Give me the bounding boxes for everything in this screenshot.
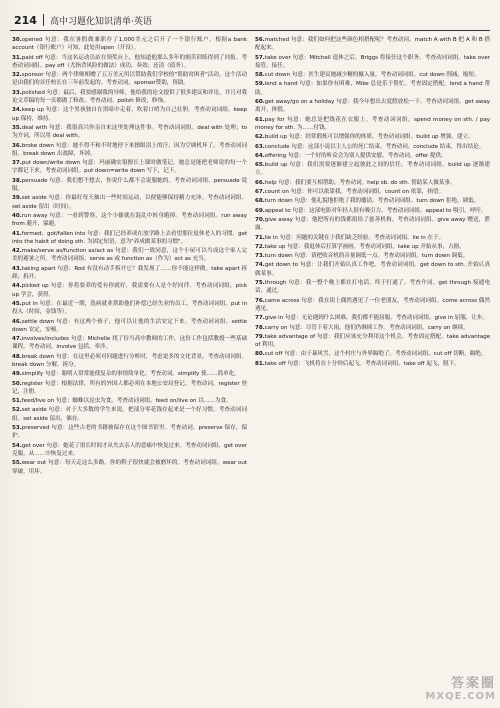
left-column: [12, 36, 247, 702]
entry-number: 32.: [12, 72, 22, 79]
entry-number: 79.: [255, 333, 265, 340]
entry-number: 51.: [12, 398, 22, 405]
entry-number: 36.: [12, 142, 22, 149]
answer-entry: [255, 152, 490, 160]
entry-text: sponsor 句意：两个律师相赠了五万美元用以赞助我们学校的"帮助贫困者"活动，这个活动是由我们的首任校长在三年前发起的。考查动词。sponsor赞助，资助。: [12, 72, 247, 87]
answer-entry: [12, 159, 247, 176]
entry-text: conclude 句意：这部小说以主人公的死亡结束。考查动词。conclude 结束，得出结论。: [264, 143, 485, 150]
entry-number: 47.: [12, 336, 22, 343]
entry-number: 43.: [12, 265, 22, 272]
answer-entry: [255, 261, 490, 278]
answer-entry: [12, 89, 247, 106]
entry-number: 37.: [12, 160, 22, 167]
entry-number: 71.: [255, 234, 265, 241]
entry-text: help 句意：我们要互相帮助。考查动词。help sb. do sth. 帮助某人做某事。: [264, 179, 456, 186]
entry-number: 56.: [255, 37, 265, 43]
entry-text: taking apart 句意：Rod 有没有动手拆开它？我发现了……你不能这样做。take apart 拆卸，拆开。: [12, 265, 247, 281]
answer-entry: [12, 54, 247, 71]
entry-number: 39.: [12, 195, 22, 202]
entry-text: carry on 句意：尽管下着大雨，他们仍继续工作。考查动词词组。carry on 继续。: [264, 324, 469, 331]
entry-text: set aside 句意：你最好每天抽出一些时间运动，以便能够保持精力充沛。考查动词词组。set aside 留出（时间）。: [12, 195, 247, 210]
answer-entry: [12, 424, 247, 441]
answer-entry: [12, 370, 247, 378]
answer-entry: [255, 71, 490, 79]
answer-entry: [255, 80, 490, 97]
entry-text: paid off 句意：当这名运动员站在领奖台上，他知道他那么多年的刻苦训练得到了回报。考查动词词组。pay off（尤指背风险的做法）成功，奏效；还清（债务）。: [12, 54, 247, 69]
entry-number: 54.: [12, 442, 22, 449]
entry-number: 40.: [12, 212, 22, 219]
entry-number: 70.: [255, 216, 265, 223]
entry-number: 41.: [12, 230, 22, 237]
answer-entry: [12, 353, 247, 370]
entry-text: take advantage of 句意：我们应该充分利用这个机会。考查固定搭配。take advantage of 利用。: [255, 333, 490, 349]
entry-text: break down 句意：在这里必须对问题进行分析时，考虑更多的文化背景。考查动词词组。break down 分解，拆分。: [12, 353, 247, 368]
answer-entry: [12, 212, 247, 229]
entry-number: 53.: [12, 425, 22, 432]
entry-text: get down to 句意：让我们开始认真工作吧。考查动词词组。get down to sth. 开始认真做某事。: [255, 262, 490, 277]
answer-entry: [255, 36, 490, 53]
entry-number: 65.: [255, 162, 265, 169]
entry-text: deal with 句意：我很高兴你亲自来这里处理这件事。考查动词词组。deal with 处理；to为介词，所以用 deal with。: [12, 124, 247, 140]
entry-number: 64.: [255, 152, 265, 159]
answer-entry: [255, 161, 490, 178]
answer-entry: [12, 318, 247, 335]
answer-entry: [255, 143, 490, 151]
answer-entry: [12, 124, 247, 141]
entry-text: put down/write down 句意：玛丽确实很擅长上课时做笔记。她总是能把老师说的每一个字都记下来。考查动词词组。put down=write down 写下，记下。: [12, 160, 247, 175]
entry-number: 68.: [255, 198, 265, 205]
answer-entry: [12, 265, 247, 282]
series-title: 高中习题化知识清单·英语: [49, 16, 152, 27]
answer-entry: [255, 197, 490, 205]
entry-text: set aside 句意：对于大多数的学生来说，把部分零花钱存起来是一个好习惯。考查动词词组。set aside 留出，储存。: [12, 407, 247, 422]
entry-text: register 句意：根据法律，所有的外国人都必须在本地公安局登记。考查动词。register 登记，注册。: [12, 380, 247, 395]
answer-entry: [12, 380, 247, 397]
entry-text: count on 句意：你可以依靠我。考查动词词组。count on 依靠，指望。: [264, 189, 444, 196]
entry-number: 75.: [255, 280, 265, 287]
entry-text: opened 句意：我在暑假做兼职存了1,000美元之后开了一个银行账户。根据a bank account（银行账户）可知，此处用open（开设）。: [12, 37, 247, 52]
entry-number: 67.: [255, 189, 265, 196]
answer-entry: [255, 188, 490, 196]
answer-entry: [12, 282, 247, 299]
entry-number: 30.: [12, 37, 22, 43]
answer-entry: [255, 207, 490, 215]
entry-number: 62.: [255, 134, 265, 141]
entry-number: 44.: [12, 283, 22, 290]
entry-number: 60.: [255, 99, 265, 106]
entry-text: through 句意：我一整个晚上都在打电话，终于打通了。考查介词。get through 接通电话，通过。: [255, 280, 490, 295]
entry-number: 57.: [255, 54, 265, 61]
answer-entry: [12, 459, 247, 476]
entry-text: cut off 句意：由于暴风雪，这个村庄与外界隔绝了。考查动词词组。cut off 切断，隔绝。: [264, 351, 487, 358]
entry-text: broke down 句意：她不得不和不时地停下来擦眼泪上的汗，因为空调机坏了。考查动词词组。break down 出故障，坏掉。: [12, 142, 247, 157]
answer-entry: [255, 98, 490, 115]
header-divider: [43, 14, 44, 26]
entry-text: wear out 句意：每天走这么多路，你的鞋子很快就会被磨坏的。考查动词词组。wear out 穿破，用坏。: [12, 460, 247, 475]
entry-text: lend a hand 句意：如果你有困难，Mike 总是乐于帮忙。考查固定搭配。lend a hand 帮助。: [255, 81, 490, 96]
entry-number: 45.: [12, 300, 22, 307]
entry-number: 31.: [12, 54, 22, 61]
entry-number: 77.: [255, 315, 265, 322]
entry-text: persuade 句意：我们想不想去，你说什么都不会说服她的。考查动词词组。persuade 说服。: [12, 177, 247, 193]
answer-entry: [12, 106, 247, 123]
answer-entry: [255, 116, 490, 133]
entry-number: 80.: [255, 351, 265, 358]
answer-entry: [12, 442, 247, 459]
answer-entry: [255, 314, 490, 322]
answer-entry: [12, 247, 247, 264]
entry-number: 42.: [12, 248, 22, 255]
entry-text: feed/live on 句意：蜘蛛以昆虫为食。考查动词词组。feed on/live on 以……为食。: [21, 398, 232, 405]
answer-entry: [12, 406, 247, 423]
entry-text: take off 句意：飞机将在十分钟后起飞。考查动词词组。take off 起飞，脱下。: [264, 360, 460, 367]
answer-entry: [12, 397, 247, 405]
entry-text: settle down 句意：有这两个孩子，他可以让他的生活安定下来。考查动词词组。settle down 安定，安顿。: [12, 318, 247, 333]
entry-text: take over 句意：Mitchell 退休之后，Briggs 将接任这个职务。考查动词词组。take over 接管，接任。: [255, 54, 490, 69]
answer-entry: [255, 133, 490, 141]
entry-number: 49.: [12, 371, 22, 378]
answer-entry: [12, 142, 247, 159]
entry-number: 50.: [12, 380, 22, 387]
entry-number: 34.: [12, 107, 22, 114]
entry-number: 63.: [255, 143, 265, 150]
entry-text: turn down 句意：他礼貌地拒绝了我的邀请。考查动词词组。turn down 拒绝，调低。: [264, 198, 480, 205]
entry-number: 66.: [255, 179, 265, 186]
answer-entry: [12, 194, 247, 211]
entry-text: polished 句意：最后，我要感谢我的导师，他给我的论文提供了很多建议和评论，并且对我论文草稿的每一页都做了修改。考查动词。polish 修改，修饰。: [12, 89, 247, 105]
entry-text: involves/includes 句意：Michelle 找了份当高中教师的工作，这份工作包括教授一些基础课程。考查动词。involve 包括，牵涉。: [12, 336, 247, 351]
answer-entry: [255, 243, 490, 251]
right-column: [255, 36, 490, 702]
entry-number: 73.: [255, 253, 265, 260]
entry-text: preserved 句意：这些古老的书籍被保存在这个图书馆里。考查动词。preserve 保存，保护。: [12, 425, 247, 440]
entry-number: 48.: [12, 353, 22, 360]
entry-text: came across 句意：我在街上偶然遇见了一位老朋友。考查动词词组。come across 偶然遇见。: [255, 297, 490, 312]
entry-number: 69.: [255, 207, 265, 214]
entry-number: 81.: [255, 360, 265, 367]
entry-text: take up 句意：我退休后打算学画画。考查动词词组。take up 开始从事，占据。: [264, 243, 465, 250]
entry-text: put in 句意：在最近一期，选病就业帮助他们补偿已经失业的员工。考查动词词组。put in 投入（时间，金钱等）。: [12, 300, 247, 316]
answer-entry: [12, 300, 247, 317]
entry-text: run away 句意：一看到警察，这个小偷就在混乱中转身跑掉。考查动词词组。run away from 避开，躲避。: [12, 212, 247, 228]
entry-number: 46.: [12, 318, 22, 325]
entry-text: build up 句意：经常锻炼可以增强你的体质。考查动词词组。build up 增强，建立。: [264, 134, 474, 141]
entry-number: 35.: [12, 124, 22, 131]
answer-entry: [255, 216, 490, 233]
watermark-logo: 答案圈 MXQE.COM: [425, 676, 496, 702]
entry-text: pay for 句意：她总是把钱花在衣服上。考查动词词组。spend money on sth. / pay money for sth. 为……付钱。: [255, 116, 490, 131]
entry-text: offering 句意：一个好的听众会为别人提供安慰。考查动词。offer 提供。: [264, 152, 447, 159]
entry-number: 61.: [255, 116, 265, 123]
entry-number: 55.: [12, 460, 22, 467]
entry-text: cut down 句意：医生建议她减少糖的摄入量。考查动词词组。cut down 削减，缩短。: [264, 72, 480, 79]
answer-entry: [12, 71, 247, 88]
answer-entry: [255, 350, 490, 358]
page-number: 214: [14, 13, 37, 27]
answer-entry: [255, 360, 490, 368]
entry-number: 74.: [255, 262, 265, 269]
answer-entry: [255, 297, 490, 314]
answer-entry: [255, 54, 490, 71]
answer-entry: [255, 333, 490, 350]
entry-number: 59.: [255, 81, 265, 88]
entry-text: lie in 句意：问题的关键在于我们缺乏经验。考查动词词组。lie in 在于。: [264, 234, 445, 241]
entry-text: turn down 句意：请把收音机的音量调低一点。考查动词词组。turn down 调低。: [264, 253, 469, 260]
answer-entry: [255, 252, 490, 260]
answer-entry: [255, 324, 490, 332]
answer-entry: [12, 230, 247, 247]
answer-entry: [255, 234, 490, 242]
entry-number: 33.: [12, 89, 22, 96]
entry-text: matched 句意：我们如何把这些颜色相搭配呢？考查动词。match A with B 把 A 和 B 搭配起来。: [255, 37, 490, 52]
answer-entry: [12, 36, 247, 53]
answer-columns: [12, 36, 490, 702]
answer-entry: [12, 335, 247, 352]
entry-text: picked up 句意：你将要养的爱有你就好，我需要有人是个好同伴。考查动词词组。pick up 学会，获得。: [12, 283, 247, 298]
entry-number: 72.: [255, 243, 265, 250]
entry-text: keep up 句意：这个男孩独自在黑暗中走着，吹着口哨为自己壮胆。考查动词词组。keep up 保持，维持。: [12, 107, 247, 122]
answer-entry: [255, 279, 490, 296]
entry-number: 58.: [255, 72, 265, 79]
entry-number: 76.: [255, 297, 265, 304]
entry-text: get away/go on a holiday 句意：我今年想出去度假放松一下。考查动词词组。get away 离开，休假。: [255, 99, 490, 114]
entry-text: make/serve as/function as/act as 句意：我们一致同意，这个小屋可以当成这个家人完美的避暑之所。考查动词词组。serve as 或 function as（作为）act as 充当。: [12, 248, 247, 263]
entry-text: build up 句意：我们需要逐渐建立起彼此之间的信任。考查动词词组。build up 逐渐建立。: [255, 162, 490, 177]
entry-text: give away 句意：他把所有的钱都捐给了慈善机构。考查动词词组。give away 赠送，泄露。: [255, 216, 490, 232]
entry-text: give in 句意：无论遇到什么困难，我们都不能屈服。考查动词词组。give in 屈服，让步。: [264, 315, 488, 322]
entry-text: get over 句意：她花了很长时间才从失去亲人的悲痛中恢复过来。考查动词词组。get over 克服，从……中恢复过来。: [12, 442, 247, 457]
entry-text: simplify 句意：聪明人常常能使复杂的事情简单化。考查动词。simplify 使……简单化。: [21, 371, 240, 378]
entry-number: 52.: [12, 407, 22, 414]
entry-text: formed；got/fallen into 句意：我们已经养成在放学路上去看望那位退休老人的习惯。get into the habit of doing sth. 为固定短语，意为"养成做某事的习惯"。: [12, 230, 247, 245]
answer-entry: [255, 179, 490, 187]
answer-entry: [12, 177, 247, 194]
entry-text: appeal to 句意：这部电影对年轻人很有吸引力。考查动词词组。appeal to 吸引，呼吁。: [264, 207, 487, 214]
entry-number: 38.: [12, 177, 22, 184]
page-header: [10, 10, 490, 31]
entry-number: 78.: [255, 324, 265, 331]
